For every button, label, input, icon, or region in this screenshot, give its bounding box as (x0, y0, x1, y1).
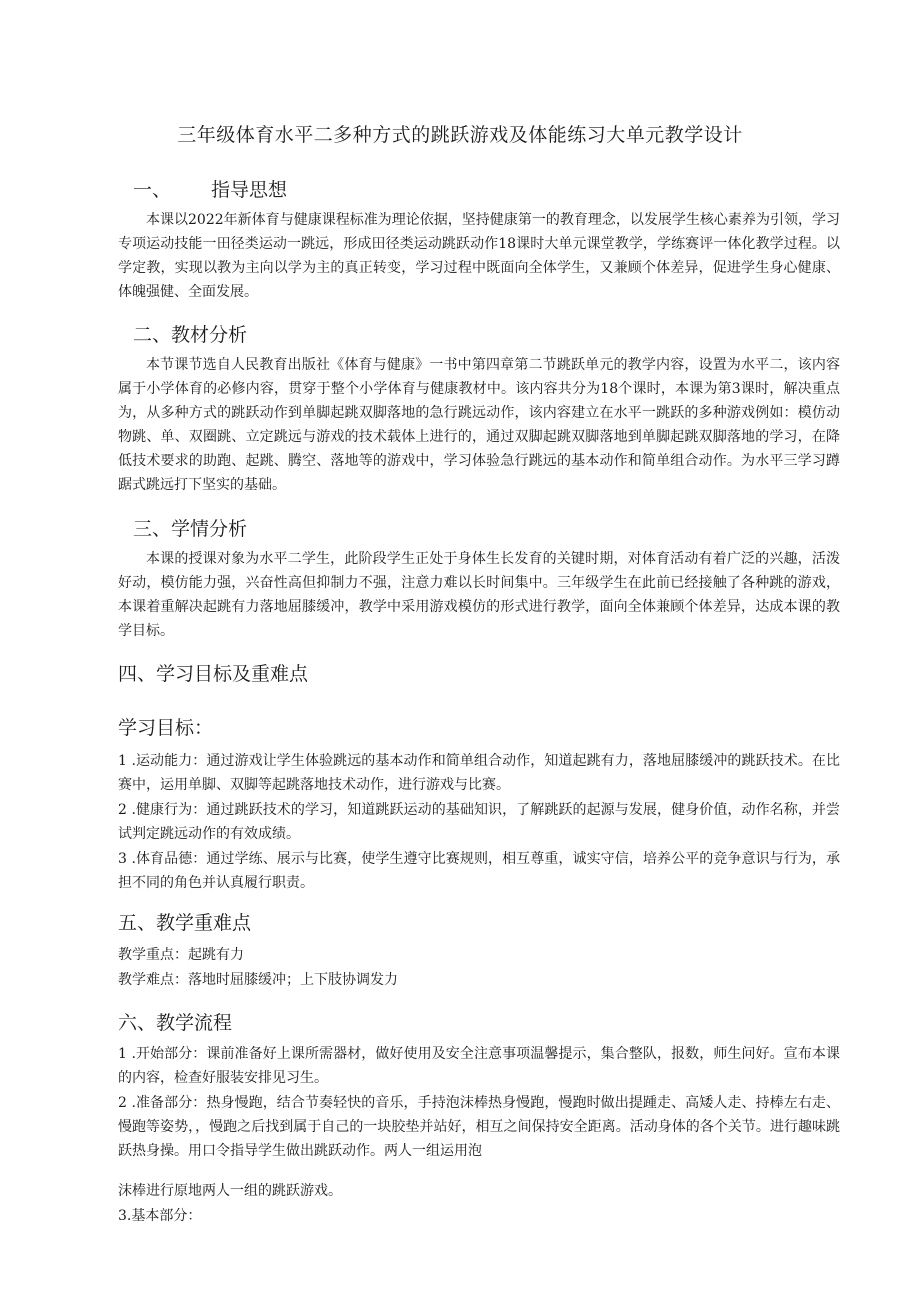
goal-item-health-behavior: 2 .健康行为：通过跳跃技术的学习，知道跳跃运动的基础知识，了解跳跃的起源与发展，健身价值，动作名称，并尝试判定跳远动作的有效成绩。 (118, 802, 840, 842)
section-heading-guiding-ideology (133, 175, 287, 202)
teaching-difficulty: 教学难点：落地时屈膝缓冲；上下肢协调发力 (118, 972, 398, 988)
section-heading-key-difficulties: 五、教学重难点 (118, 912, 252, 934)
goal-item-motor-ability: 1 .运动能力：通过游戏让学生体验跳远的基本动作和简单组合动作，知道起跳有力，落地屈膝缓冲的跳跃技术。在比赛中，运用单脚、双脚等起跳落地技术动作，进行游戏与比赛。 (118, 753, 840, 793)
section-heading-student-analysis: 三、学情分析 (133, 518, 248, 540)
paragraph-material-analysis: 本节课节选自人民教育出版社《体育与健康》一书中第四章第二节跳跃单元的教学内容，设置为水平二，该内容属于小学体育的必修内容，贯穿于整个小学体育与健康教材中。该内容共分为18个课时，本课为第3课时，解决重点为，从多种方式的跳跃动作到单脚起跳双脚落地的急行跳远动作，该内容建立在水平一跳跃的多种游戏例如：模仿动物跳、单、双圈跳、立定跳远与游戏的技术载体上进行的，通过双脚起跳双脚落地到单脚起跳双脚落地的学习，在降低技术要求的助跑、起跳、腾空、落地等的游戏中，学习体验急行跳远的基本动作和简单组合动作。为水平三学习蹲踞式跳远打下坚实的基础。 (118, 357, 840, 493)
section-heading-teaching-process: 六、教学流程 (118, 1012, 233, 1034)
paragraph-student-analysis: 本课的授课对象为水平二学生，此阶段学生正处于身体生长发育的关键时期，对体育活动有着广泛的兴趣，活泼好动，模仿能力强，兴奋性高但抑制力不强，注意力难以长时间集中。三年级学生在此前已经接触了各种跳的游戏，本课着重解决起跳有力落地屈膝缓冲，教学中采用游戏模仿的形式进行教学，面向全体兼顾个体差异，达成本课的教学目标。 (118, 551, 840, 639)
section-title: 指导思想 (211, 179, 288, 201)
document-title: 三年级体育水平二多种方式的跳跃游戏及体能练习大单元教学设计 (177, 124, 743, 146)
section-number: 一、 (133, 179, 172, 201)
goal-item-sport-ethics: 3 .体育品德：通过学练、展示与比赛，使学生遵守比赛规则，相互尊重，诚实守信，培养公平的竞争意识与行为，承担不同的角色并认真履行职责。 (118, 851, 840, 891)
section-heading-learning-goals: 四、学习目标及重难点 (118, 663, 309, 685)
teaching-key-point: 教学重点：起跳有力 (118, 947, 244, 963)
section-heading-material-analysis: 二、教材分析 (133, 324, 248, 346)
process-item-basic-part: 3.基本部分： (118, 1208, 202, 1224)
paragraph-guiding-ideology: 本课以2022年新体育与健康课程标准为理论依据，坚持健康第一的教育理念，以发展学生核心素养为引领，学习专项运动技能一田径类运动一跳远，形成田径类运动跳跃动作18课时大单元课堂教学，学练赛评一体化教学过程。以学定教，实现以教为主向以学为主的真正转变，学习过程中既面向全体学生，又兼顾个体差异，促进学生身心健康、体魄强健、全面发展。 (118, 212, 840, 300)
subheading-learning-goals: 学习目标： (118, 717, 214, 739)
process-item-preparation: 2 .准备部分：热身慢跑，结合节奏轻快的音乐，手持泡沫棒热身慢跑，慢跑时做出提踵走、高矮人走、持棒左右走、慢跑等姿势，，慢跑之后找到属于自己的一块胶垫并站好，相互之间保持安全距离。活动身体的各个关节。进行趣味跳跃热身操。用口令指导学生做出跳跃动作。两人一组运用泡 (118, 1095, 840, 1159)
process-item-opening: 1 .开始部分：课前准备好上课所需器材，做好使用及安全注意事项温馨提示，集合整队，报数，师生问好。宣布本课的内容，检查好服装安排见习生。 (118, 1046, 840, 1086)
process-item-preparation-continued: 沫棒进行原地两人一组的跳跃游戏。 (118, 1183, 342, 1199)
